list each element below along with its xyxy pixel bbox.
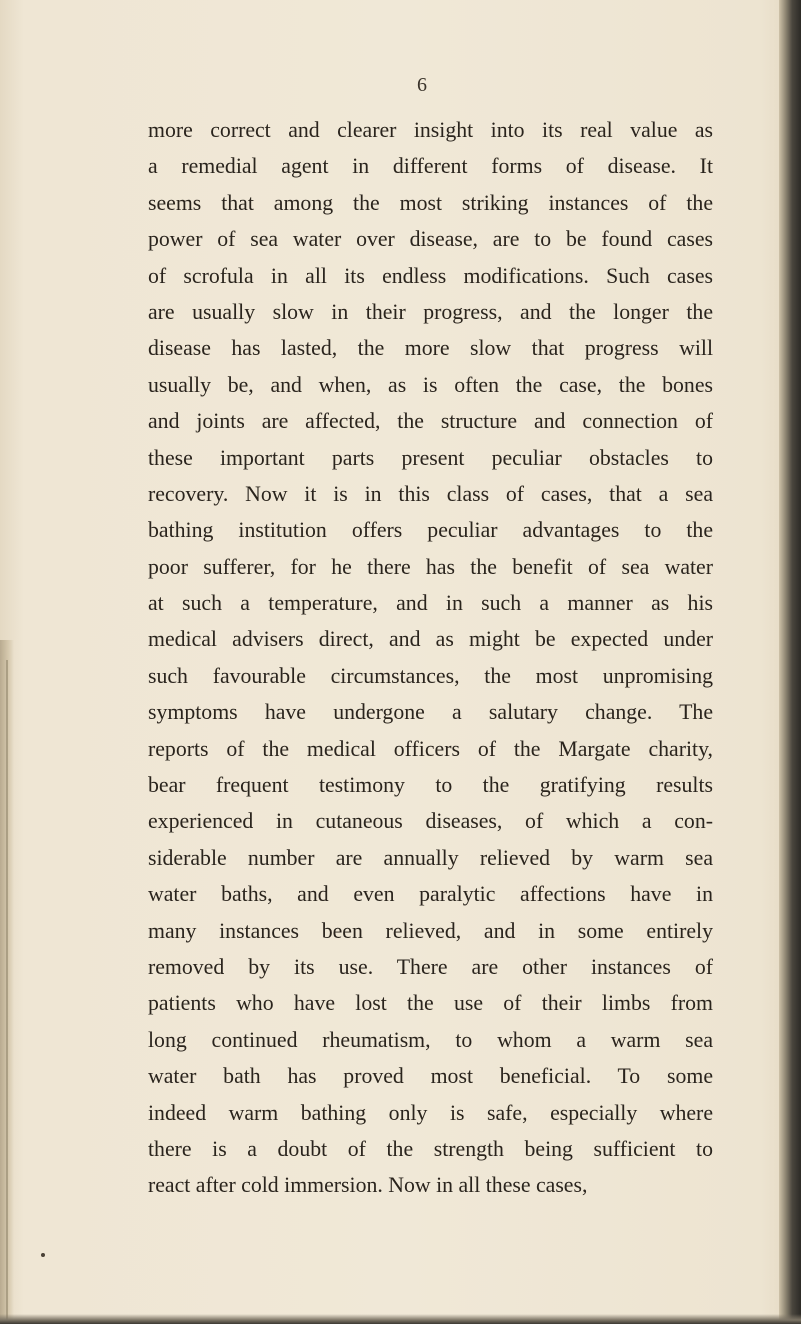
text-line: bathing institution offers peculiar advantages to the (148, 518, 713, 543)
text-line: water bath has proved most beneficial. To some (148, 1064, 713, 1089)
text-line: disease has lasted, the more slow that progress will (148, 336, 713, 361)
text-line: experienced in cutaneous diseases, of which a con- (148, 809, 713, 834)
text-line: usually be, and when, as is often the case, the bones (148, 372, 713, 397)
text-line: water baths, and even paralytic affections have in (148, 882, 713, 907)
text-line: symptoms have undergone a salutary change. The (148, 700, 713, 725)
page-number: 6 (417, 74, 428, 96)
text-line: recovery. Now it is in this class of cases, that a sea (148, 481, 713, 506)
page-bottom-edge-shadow (0, 1314, 801, 1324)
book-spine-shadow (779, 0, 801, 1324)
text-line: reports of the medical officers of the Margate charity, (148, 736, 713, 761)
text-line: and joints are affected, the structure and connection of (148, 409, 713, 434)
text-line: many instances been relieved, and in some entirely (148, 918, 713, 943)
text-line: bear frequent testimony to the gratifying results (148, 773, 713, 798)
text-line: are usually slow in their progress, and the longer the (148, 299, 713, 324)
text-line: a remedial agent in different forms of disease. It (148, 154, 713, 179)
text-line: indeed warm bathing only is safe, especially where (148, 1100, 713, 1125)
text-line: more correct and clearer insight into its real value as (148, 118, 713, 142)
text-line: seems that among the most striking instances of the (148, 190, 713, 215)
text-line: of scrofula in all its endless modifications. Such cases (148, 263, 713, 288)
text-line: these important parts present peculiar obstacles to (148, 445, 713, 470)
text-line: patients who have lost the use of their limbs from (148, 991, 713, 1016)
text-line: poor sufferer, for he there has the benefit of sea water (148, 554, 713, 579)
text-line: react after cold immersion. Now in all these cases, (148, 1173, 588, 1198)
ink-speck (41, 1253, 45, 1257)
text-line: power of sea water over disease, are to be found cases (148, 227, 713, 252)
text-line: at such a temperature, and in such a manner as his (148, 591, 713, 616)
page-left-edge-line (6, 660, 8, 1320)
text-line: such favourable circumstances, the most unpromising (148, 663, 713, 688)
text-line: medical advisers direct, and as might be expected under (148, 627, 713, 652)
text-line: removed by its use. There are other instances of (148, 954, 713, 979)
body-text (148, 112, 713, 1204)
text-line: there is a doubt of the strength being sufficient to (148, 1136, 713, 1161)
text-line: siderable number are annually relieved by warm sea (148, 845, 713, 870)
text-line: long continued rheumatism, to whom a warm sea (148, 1027, 713, 1052)
